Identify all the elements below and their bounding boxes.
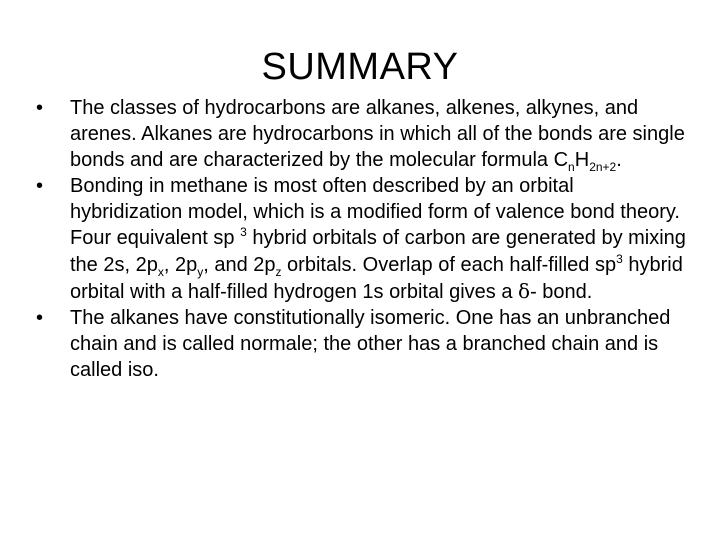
bullet-item-methane-bonding — [36, 173, 690, 304]
bullet-text: Bonding in methane is most often described by an orbital hybridization model, which is a modified form of valence bond theory. Four equivalent sp — [70, 175, 680, 250]
bullet-text: The classes of hydrocarbons are alkanes, alkenes, alkynes, and arenes. Alkanes are hydrocarbons in which all of the bonds are single bonds and are characterized by the molecular formula C — [70, 97, 685, 172]
delta-symbol: δ — [518, 278, 531, 303]
bullet-text: , 2p — [163, 253, 198, 276]
bullet-text: hybrid orbitals of carbon are generated by mixing the 2s, 2p — [70, 227, 686, 276]
subscript-x: x — [157, 264, 164, 279]
superscript-3: 3 — [240, 225, 247, 240]
subscript-z: z — [275, 264, 282, 279]
subscript-y: y — [197, 264, 204, 279]
subscript-n: n — [568, 160, 575, 175]
bullet-text: hybrid orbital with a half-filled hydrogen 1s orbital gives a — [70, 253, 683, 303]
bullet-item-isomerism — [36, 305, 690, 383]
bullet-text: orbitals. Overlap of each half-filled sp — [281, 253, 617, 276]
bullet-marker: • — [36, 97, 44, 119]
slide-title: SUMMARY — [261, 46, 459, 88]
subscript-2n-plus-2: 2n+2 — [589, 160, 617, 175]
bullet-list — [36, 95, 690, 383]
bullet-text: The alkanes have constitutionally isomeric. One has an unbranched chain and is called normale; the other has a branched chain and is called iso. — [70, 306, 671, 381]
bullet-marker: • — [36, 175, 44, 198]
bullet-text: . — [616, 149, 622, 172]
bullet-item-hydrocarbon-classes — [36, 95, 690, 173]
superscript-3: 3 — [616, 251, 623, 266]
bullet-text: , and 2p — [203, 253, 276, 276]
bullet-text: H — [574, 149, 590, 172]
bullet-marker: • — [36, 306, 44, 329]
bullet-text: - bond. — [530, 280, 593, 303]
